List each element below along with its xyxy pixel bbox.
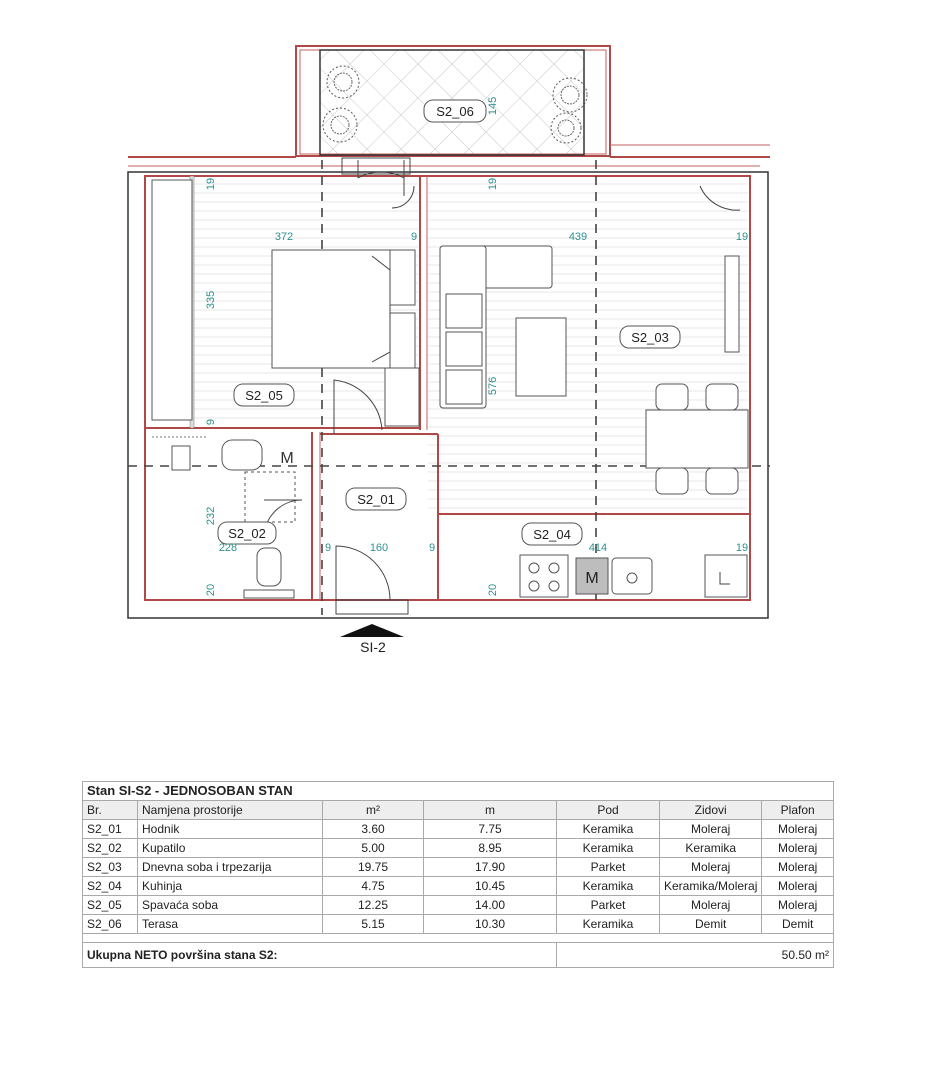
- nightstand: [385, 368, 419, 426]
- cell: Parket: [557, 858, 660, 877]
- header-cell: m: [424, 801, 557, 820]
- room-label: S2_05: [245, 388, 283, 403]
- entrance-door: [336, 546, 390, 600]
- cell: Hodnik: [138, 820, 323, 839]
- meter-mark: M: [585, 570, 599, 587]
- cell: Moleraj: [660, 858, 762, 877]
- entrance-arrow-icon: [340, 624, 404, 637]
- dimension-label: 9: [410, 231, 418, 243]
- window-swing: [700, 186, 740, 210]
- header-cell: Pod: [557, 801, 660, 820]
- sofa-cushion: [446, 294, 482, 328]
- cell: 12.25: [323, 896, 424, 915]
- room-tag-s2-03: [620, 326, 680, 348]
- table-title: Stan SI-S2 - JEDNOSOBAN STAN: [83, 782, 834, 801]
- cell: Terasa: [138, 915, 323, 934]
- table-row: [83, 915, 834, 934]
- stove: [520, 555, 568, 597]
- meter-mark: M: [280, 450, 294, 467]
- plant-icon: [323, 66, 359, 142]
- cell: 3.60: [323, 820, 424, 839]
- cell: Keramika/Moleraj: [660, 877, 762, 896]
- room-label: S2_03: [631, 330, 669, 345]
- dimension-label: 439: [568, 231, 588, 243]
- dimension-label: 228: [218, 542, 238, 554]
- cell: 8.95: [424, 839, 557, 858]
- toilet-tank: [244, 590, 294, 598]
- cell: 5.00: [323, 839, 424, 858]
- entrance-label: SI-2: [360, 639, 386, 655]
- cell: Keramika: [557, 839, 660, 858]
- dimension-label: 335: [205, 290, 217, 310]
- cell: Moleraj: [762, 839, 834, 858]
- table-row: [83, 839, 834, 858]
- room-label: S2_01: [357, 492, 395, 507]
- total-value: 50.50 m²: [557, 943, 834, 968]
- header-cell: Zidovi: [660, 801, 762, 820]
- cell: Kupatilo: [138, 839, 323, 858]
- cell: S2_06: [83, 915, 138, 934]
- tv-unit: [725, 256, 739, 352]
- pillow: [390, 313, 415, 368]
- washbasin: [222, 440, 262, 470]
- fridge: [705, 555, 747, 597]
- cell: 10.45: [424, 877, 557, 896]
- dimension-label: 20: [205, 583, 217, 597]
- dimension-label: 19: [205, 177, 217, 191]
- dimension-label: 19: [735, 542, 749, 554]
- shower: [245, 472, 295, 522]
- wardrobe: [152, 180, 192, 420]
- dimension-label: 9: [205, 418, 217, 426]
- cell: Moleraj: [762, 820, 834, 839]
- toilet: [257, 548, 281, 586]
- cell: Keramika: [557, 877, 660, 896]
- dimension-label: 9: [428, 542, 436, 554]
- dimension-label: 9: [324, 542, 332, 554]
- bedroom-door: [334, 380, 382, 434]
- dimension-label: 160: [369, 542, 389, 554]
- cell: 17.90: [424, 858, 557, 877]
- pillow: [390, 250, 415, 305]
- cell: S2_05: [83, 896, 138, 915]
- room-tag-s2-04: [522, 523, 582, 545]
- dimension-label: 372: [274, 231, 294, 243]
- room-schedule-table: [82, 781, 834, 968]
- dimension-label: 414: [588, 542, 608, 554]
- table-row: [83, 877, 834, 896]
- table-title-row: [83, 782, 834, 801]
- table-gap-row: [83, 934, 834, 943]
- room-label: S2_04: [533, 527, 571, 542]
- cell: S2_01: [83, 820, 138, 839]
- room-tag-s2-05: [234, 384, 294, 406]
- dimension-label: 232: [205, 506, 217, 526]
- cell: Keramika: [557, 915, 660, 934]
- dimension-label: 145: [487, 96, 499, 116]
- table-total-row: [83, 943, 834, 968]
- cell: 10.30: [424, 915, 557, 934]
- cell: Spavaća soba: [138, 896, 323, 915]
- cell: 14.00: [424, 896, 557, 915]
- terrace-door: [358, 160, 404, 196]
- cell: Keramika: [660, 839, 762, 858]
- header-cell: Namjena prostorije: [138, 801, 323, 820]
- room-tag-s2-06: [424, 100, 486, 122]
- window-swing: [392, 186, 414, 208]
- room-tag-s2-02: [218, 522, 276, 544]
- cell: Keramika: [557, 820, 660, 839]
- cell: Parket: [557, 896, 660, 915]
- sofa-cushion: [446, 370, 482, 404]
- bed: [272, 250, 390, 368]
- cabinet: [172, 446, 190, 470]
- cell: Moleraj: [762, 858, 834, 877]
- header-cell: Br.: [83, 801, 138, 820]
- total-label: Ukupna NETO površina stana S2:: [83, 943, 557, 968]
- cell: 4.75: [323, 877, 424, 896]
- room-tag-s2-01: [346, 488, 406, 510]
- cell: S2_02: [83, 839, 138, 858]
- cell: Dnevna soba i trpezarija: [138, 858, 323, 877]
- cell: Moleraj: [660, 896, 762, 915]
- cell: S2_04: [83, 877, 138, 896]
- header-cell: Plafon: [762, 801, 834, 820]
- cell: S2_03: [83, 858, 138, 877]
- table-row: [83, 820, 834, 839]
- cell: 7.75: [424, 820, 557, 839]
- cell: Moleraj: [762, 896, 834, 915]
- cell: 5.15: [323, 915, 424, 934]
- dimension-label: 19: [487, 177, 499, 191]
- cell: Kuhinja: [138, 877, 323, 896]
- dimension-label: 19: [735, 231, 749, 243]
- room-label: S2_06: [436, 104, 474, 119]
- cell: Moleraj: [660, 820, 762, 839]
- cell: 19.75: [323, 858, 424, 877]
- plant-icon: [551, 78, 587, 143]
- table-row: [83, 858, 834, 877]
- dining-table: [646, 410, 748, 468]
- dimension-label: 20: [487, 583, 499, 597]
- table-header-row: [83, 801, 834, 820]
- table-row: [83, 896, 834, 915]
- coffee-table: [516, 318, 566, 396]
- cell: Demit: [762, 915, 834, 934]
- cell: Moleraj: [762, 877, 834, 896]
- sofa-cushion: [446, 332, 482, 366]
- room-label: S2_02: [228, 526, 266, 541]
- cell: Demit: [660, 915, 762, 934]
- header-cell: m²: [323, 801, 424, 820]
- entrance-threshold: [336, 600, 408, 614]
- dimension-label: 576: [487, 376, 499, 396]
